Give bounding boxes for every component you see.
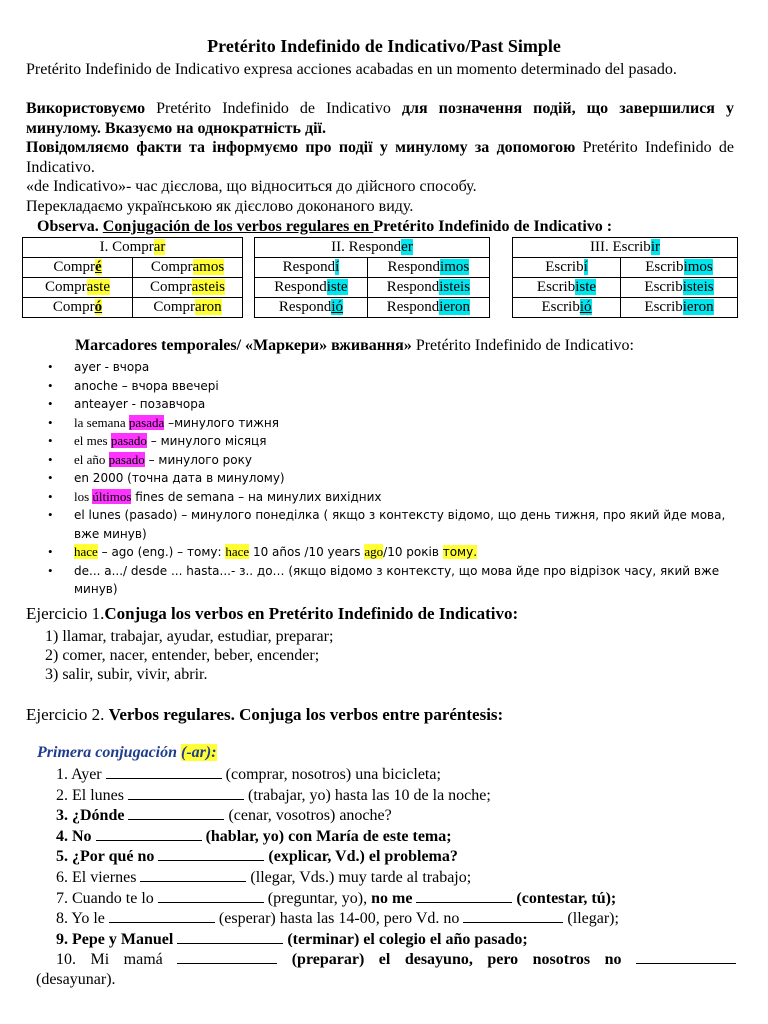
intro-paragraph-1: Pretérito Indefinido de Indicativo expresa acciones acabadas en un momento determinado del pasado. [26, 61, 677, 78]
exercise-item: 5. ¿Por qué no (explicar, Vd.) el problema? [56, 848, 458, 866]
exercise-item: 6. El viernes (llegar, Vds.) muy tarde al trabajo; [56, 868, 472, 886]
answer-blank[interactable] [106, 764, 222, 779]
answer-blank[interactable] [96, 826, 202, 841]
exercise-item: 8. Yo le (esperar) hasta las 14-00, pero Vd. no (llegar); [56, 910, 619, 928]
exercise-2-subheading: Primera conjugación (-ar): [37, 744, 217, 761]
intro-paragraph-5: Перекладаємо українською як дієслово доконаного виду. [26, 198, 414, 215]
intro-paragraph-4: «de Indicativo»- час дієслова, що відноситься до дійсного способу. [26, 178, 477, 195]
list-item: • la semana pasada –минулого тижня [48, 414, 279, 430]
exercise-item: 9. Pepe y Manuel (terminar) el colegio el año pasado; [56, 930, 528, 948]
table-row: Compraste Comprasteis [23, 278, 243, 298]
exercise-item: (desayunar). [36, 970, 116, 988]
intro-paragraph-2: Використовуємо Pretérito Indefinido de Indicativo для позначення подій, що завершилися у минулому. Вказуємо на однократність дії. [26, 100, 734, 137]
table-row: Compró Compraron [23, 298, 243, 318]
answer-blank[interactable] [158, 888, 264, 903]
list-item: • el lunes (pasado) – минулого понеділка ( якщо з контексту відомо, що день тижня, про який йде мова, вже минув) [48, 507, 726, 541]
conjugation-table-er [254, 237, 490, 318]
table-header: III. Escribir [513, 238, 738, 258]
intro-paragraph-3: Повідомляємо факти та інформуємо про події у минулому за допомогою Pretérito Indefinido de Indicativo. [26, 139, 735, 176]
exercise-item: 7. Cuando te lo (preguntar, yo), no me (contestar, tú); [56, 889, 617, 907]
list-item: • hace – ago (eng.) – тому: hace 10 años /10 years ago/10 років тому. [48, 544, 478, 559]
table-row: Respondió Respondieron [255, 298, 490, 318]
answer-blank[interactable] [109, 908, 215, 923]
answer-blank[interactable] [128, 785, 244, 800]
exercise-1-line: 3) salir, subir, vivir, abrir. [45, 666, 208, 683]
list-item: • anoche – вчора ввечері [48, 377, 219, 393]
markers-list [48, 358, 728, 599]
exercise-1-line: 1) llamar, trabajar, ayudar, estudiar, preparar; [45, 628, 334, 645]
table-row: Respondí Respondimos [255, 258, 490, 278]
table-row: Escribió Escribieron [513, 298, 738, 318]
table-row: Respondiste Respondisteis [255, 278, 490, 298]
answer-blank[interactable] [140, 867, 246, 882]
exercise-item: 2. El lunes (trabajar, yo) hasta las 10 de la noche; [56, 786, 491, 804]
observa-heading: Observa. Conjugación de los verbos regulares en Pretérito Indefinido de Indicativo : [37, 218, 613, 235]
answer-blank[interactable] [128, 805, 224, 820]
page-title: Pretérito Indefinido de Indicativo/Past Simple [207, 36, 561, 56]
conjugation-table-ar [22, 237, 243, 318]
list-item: • anteayer - позавчора [48, 396, 206, 411]
list-item: • de... a.../ desde ... hasta...- з.. до… (якщо відомо з контексту, що мова йде про відрізок часу, який вже минув) [48, 562, 720, 596]
table-header: I. Comprar [23, 238, 243, 258]
exercise-item: 1. Ayer (comprar, nosotros) una bicicleta; [56, 766, 441, 783]
exercise-item: 10. Mi mamá (preparar) el desayuno, pero nosotros no [26, 949, 736, 970]
answer-blank[interactable] [158, 846, 264, 861]
list-item: • ayer - вчора [48, 359, 150, 374]
answer-blank[interactable] [416, 888, 512, 903]
table-row: Escribiste Escribisteis [513, 278, 738, 298]
list-item: • el mes pasado – минулого місяця [48, 433, 267, 448]
table-row: Escribí Escribimos [513, 258, 738, 278]
list-item: • los últimos fines de semana – на минулих вихідних [48, 488, 382, 504]
exercise-1-line: 2) comer, nacer, entender, beber, encender; [45, 647, 320, 664]
markers-heading: Marcadores temporales/ «Маркери» вживання» Pretérito Indefinido de Indicativo: [75, 337, 634, 354]
table-header: II. Responder [255, 238, 490, 258]
answer-blank[interactable] [463, 908, 563, 923]
exercise-2-title: Ejercicio 2. Verbos regulares. Conjuga los verbos entre paréntesis: [26, 705, 504, 724]
exercise-1-title: Ejercicio 1.Conjuga los verbos en Pretérito Indefinido de Indicativo: [26, 604, 519, 623]
exercise-item: 3. ¿Dónde (cenar, vosotros) anoche? [56, 807, 392, 825]
conjugation-table-ir [512, 237, 738, 318]
answer-blank[interactable] [177, 929, 283, 944]
answer-blank[interactable] [177, 949, 277, 964]
list-item: • en 2000 (точна дата в минулому) [48, 470, 285, 485]
exercise-2-list [26, 764, 736, 990]
table-row: Compré Compramos [23, 258, 243, 278]
list-item: • el año pasado – минулого року [48, 451, 252, 467]
exercise-item: 4. No (hablar, yo) con María de este tema; [56, 827, 452, 845]
answer-blank[interactable] [636, 949, 736, 964]
